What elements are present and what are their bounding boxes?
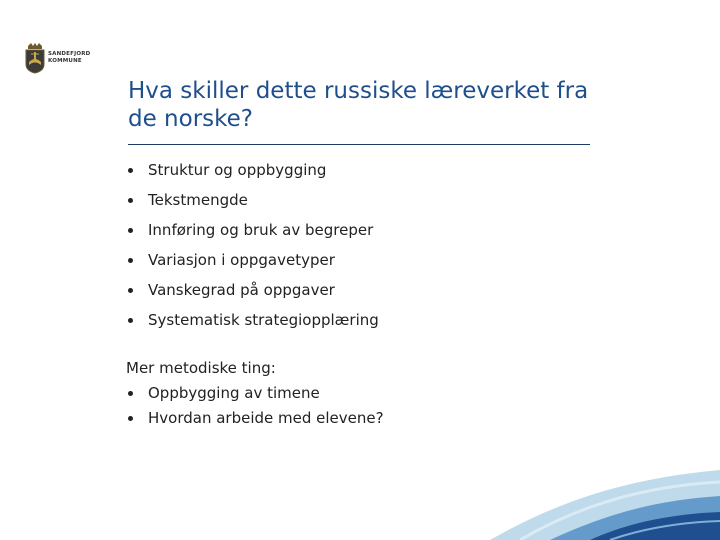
bullet-dot-icon: [128, 258, 133, 263]
bullet-item: [126, 218, 596, 248]
bullet-dot-icon: [128, 168, 133, 173]
bullet-text: Systematisk strategiopplæring: [148, 311, 379, 329]
sandefjord-kommune-logo: [25, 42, 90, 74]
bullet-text: Oppbygging av timene: [148, 384, 320, 402]
logo-line-1: SANDEFJORD: [48, 51, 91, 57]
bullet-text: Tekstmengde: [148, 191, 248, 209]
bullet-item: [126, 248, 596, 278]
bullet-text: Variasjon i oppgavetyper: [148, 251, 335, 269]
slide-title: Hva skiller dette russiske læreverket fra de norske?: [128, 78, 589, 132]
bullet-item: [126, 308, 596, 338]
wave-mid: [550, 496, 720, 540]
bullet-item: [126, 158, 596, 188]
wave-accent: [610, 521, 720, 540]
wave-highlight: [520, 482, 720, 540]
methods-bullet-list: [126, 381, 596, 431]
wave-dark: [590, 512, 720, 540]
bullet-dot-icon: [128, 416, 133, 421]
bullet-item: [126, 381, 596, 406]
bullet-dot-icon: [128, 198, 133, 203]
bullet-dot-icon: [128, 288, 133, 293]
bullet-text: Innføring og bruk av begreper: [148, 221, 374, 239]
wave-light: [490, 470, 720, 540]
bullet-dot-icon: [128, 391, 133, 396]
bullet-text: Vanskegrad på oppgaver: [148, 281, 335, 299]
bullet-text: Struktur og oppbygging: [148, 161, 327, 179]
coat-of-arms-icon: [25, 42, 45, 74]
comparison-bullet-list: [126, 158, 596, 338]
bullet-text: Hvordan arbeide med elevene?: [148, 409, 384, 427]
bullet-item: [126, 188, 596, 218]
bullet-item: [126, 278, 596, 308]
bullet-item: [126, 406, 596, 431]
bullet-dot-icon: [128, 228, 133, 233]
methods-heading: Mer metodiske ting:: [126, 359, 276, 377]
logo-line-2: KOMMUNE: [48, 58, 82, 64]
bullet-dot-icon: [128, 318, 133, 323]
title-divider: [128, 144, 590, 145]
logo-text: [48, 51, 90, 65]
